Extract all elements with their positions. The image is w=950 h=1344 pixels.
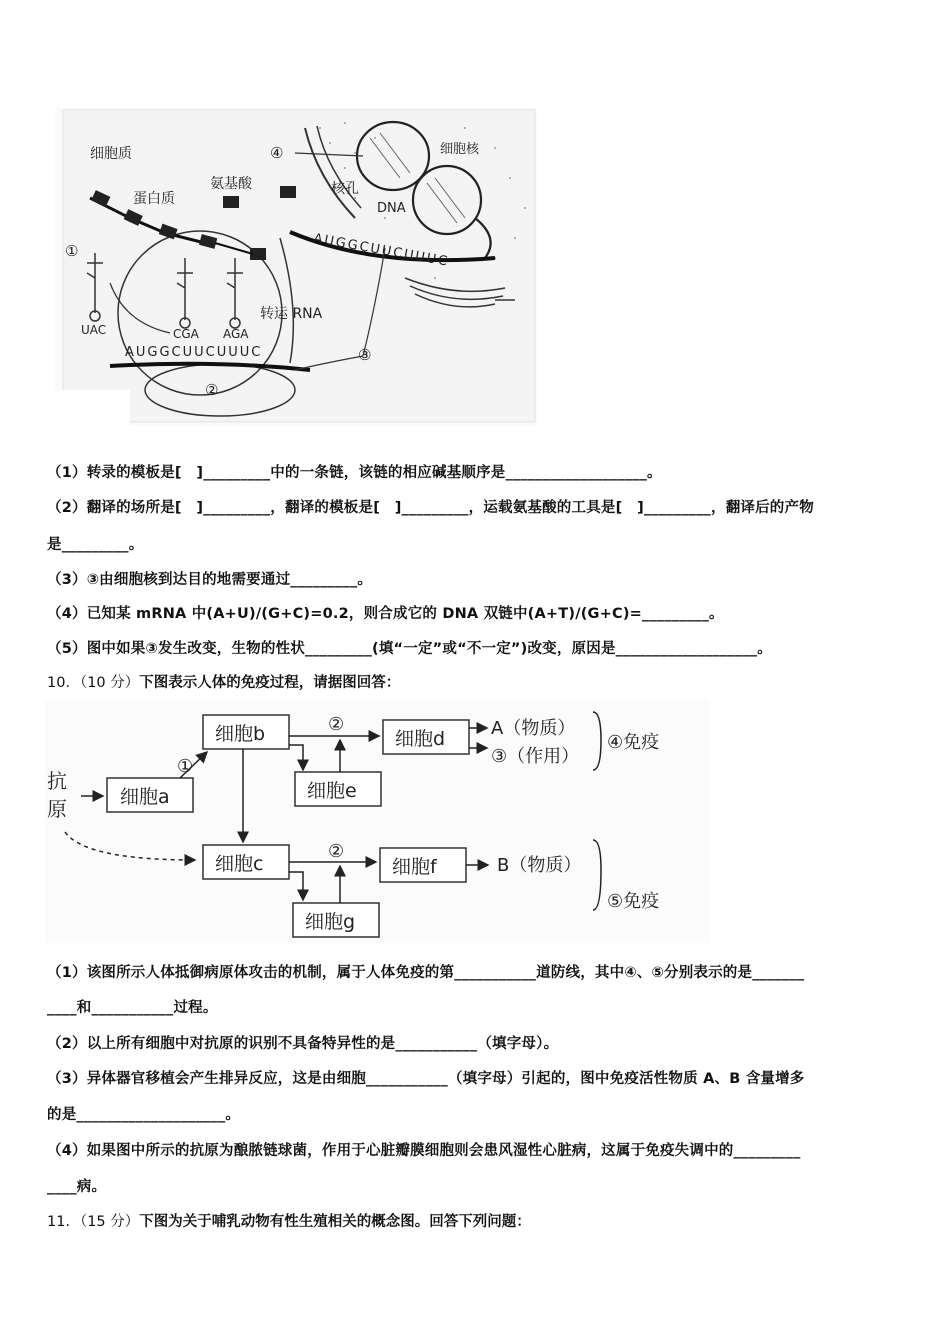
q9-line-5: （4）已知某 mRNA 中(A+U)/(G+C)=0.2，则合成它的 DNA 双链中(A+T)/(G+C)=_________。 [47,606,724,622]
q9-line-2: （2）翻译的场所是[ ]_________，翻译的模板是[ ]_________，运载氨基酸的工具是[ ]_________，翻译后的产物 [47,500,814,516]
label-immunity-5: ⑤免疫 [607,891,660,912]
label-cell-b: 细胞b [215,723,266,745]
amino-acid-block [223,196,239,208]
q10-line-6: （4）如果图中所示的抗原为酿脓链球菌，作用于心脏瓣膜细胞则会患风湿性心脏病，这属于免疫失调中的_________ [47,1143,801,1159]
q10-stem: 下图表示人体的免疫过程，请据图回答： [139,675,401,691]
q9-line-1: （1）转录的模板是[ ]_________中的一条链，该链的相应碱基顺序是___________________。 [47,465,662,481]
label-mrna-top: AUGGCUUCUUUC [312,231,451,270]
q10-line-7: ____病。 [47,1179,107,1195]
label-cell-e: 细胞e [307,780,357,802]
figure-immune-process [45,700,710,943]
label-amino-acid: 氨基酸 [210,176,252,192]
q9-line-4: （3）③由细胞核到达目的地需要通过_________。 [47,572,373,588]
figure1-corner-mask [55,390,130,426]
label-immunity-4: ④免疫 [607,732,660,753]
q10-line-5: 的是____________________。 [47,1107,241,1123]
label-antigen-2: 原 [47,797,67,821]
q10-number: 10． [47,675,80,691]
label-output-b: B（物质） [497,855,582,876]
q11-number: 11． [47,1214,80,1230]
q10-header [47,671,400,692]
figure-transcription-translation [55,108,537,426]
label-mark-3: ③ [358,346,372,364]
q11-score: （15 分） [79,1214,140,1230]
label-mrna-bottom: AUGGCUUCUUUC [125,345,263,360]
label-mark-2: ② [205,381,219,399]
label-mark-1: ① [65,242,79,260]
label-output-a: A（物质） [491,718,576,739]
label-trna: 转运 RNA [260,306,323,322]
q9-line-3: 是_________。 [47,537,144,553]
q10-line-4: （3）异体器官移植会产生排异反应，这是由细胞___________（填字母）引起的，图中免疫活性物质 A、B 含量增多 [47,1071,805,1087]
q10-score: （10 分） [79,675,140,691]
q10-line-2: ____和___________过程。 [47,1000,218,1016]
label-step-2-bottom: ② [328,841,345,862]
label-step-2-top: ② [328,714,345,735]
label-anticodon-uac: UAC [81,323,107,337]
label-cell-c: 细胞c [215,853,264,875]
label-anticodon-aga: AGA [223,327,249,341]
label-mark-4: ④ [270,144,284,162]
label-cell-d: 细胞d [395,728,446,750]
label-cell-a: 细胞a [120,786,170,808]
q9-line-6: （5）图中如果③发生改变，生物的性状_________(填“一定”或“不一定”)改变，原因是___________________。 [47,641,772,657]
label-antigen-1: 抗 [47,769,67,793]
label-cell-g: 细胞g [305,911,356,933]
label-output-3: ③（作用） [491,746,580,767]
label-cell-f: 细胞f [392,856,437,878]
label-dna: DNA [377,201,406,216]
q11-stem: 下图为关于哺乳动物有性生殖相关的概念图。回答下列问题： [139,1214,531,1230]
label-anticodon-cga: CGA [173,327,199,341]
label-cytoplasm: 细胞质 [90,146,132,162]
q10-line-3: （2）以上所有细胞中对抗原的识别不具备特异性的是___________（填字母）。 [47,1036,559,1052]
label-protein: 蛋白质 [133,191,175,207]
q11-header [47,1210,531,1231]
q10-line-1: （1）该图所示人体抵御病原体攻击的机制，属于人体免疫的第___________道防线，其中④、⑤分别表示的是_______ [47,965,805,981]
label-step-1: ① [177,756,194,777]
label-nuclear-pore: 核孔 [331,181,359,197]
label-nucleus: 细胞核 [440,142,480,157]
